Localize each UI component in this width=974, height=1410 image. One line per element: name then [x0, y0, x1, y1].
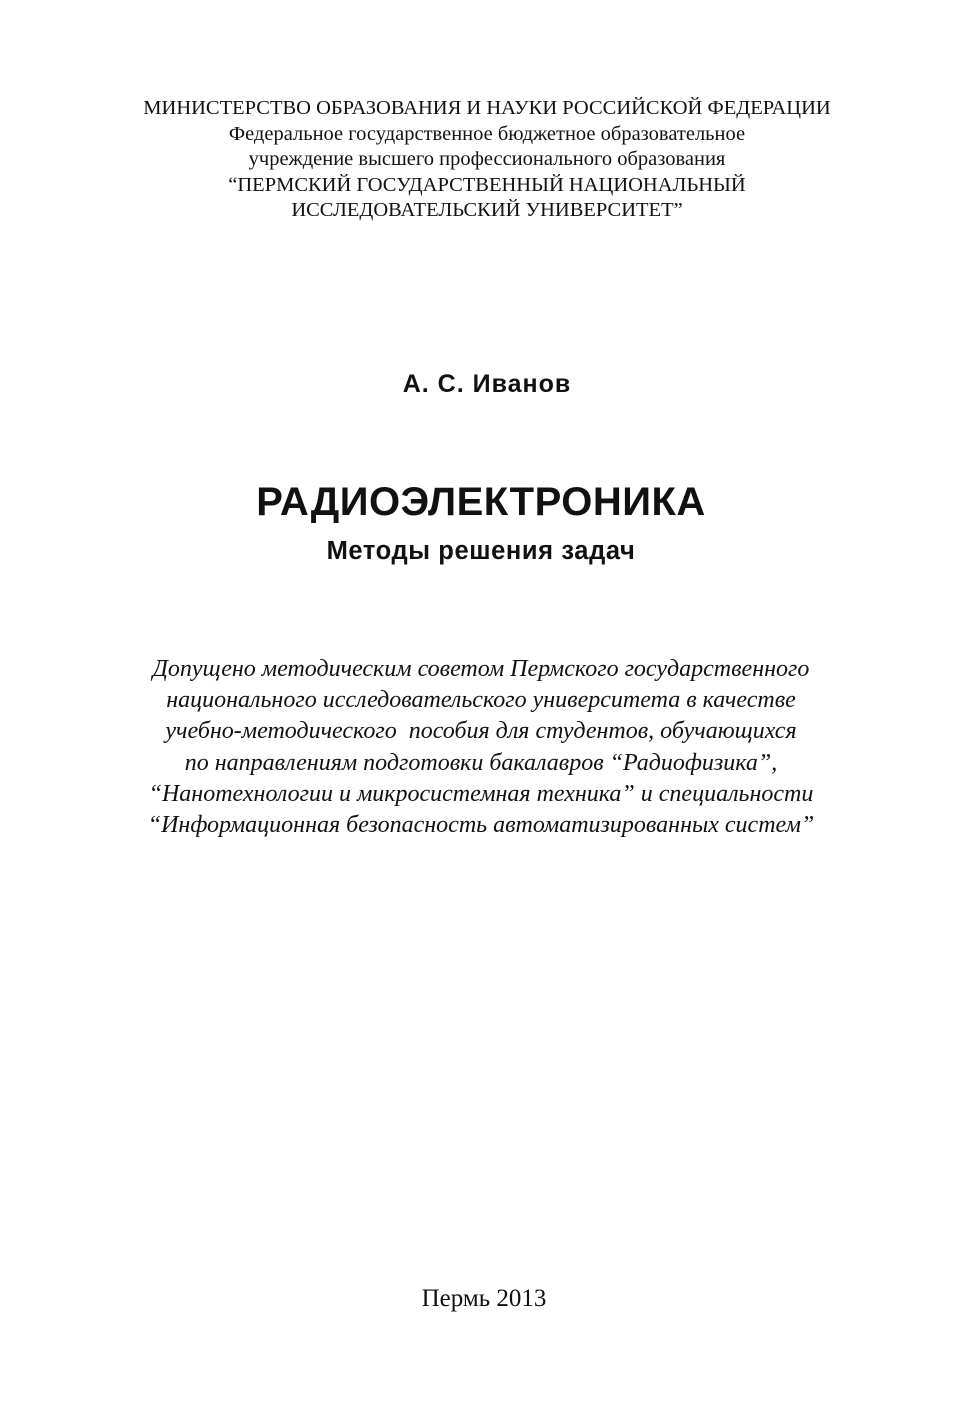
approval-line: “Информационная безопасность автоматизированных систем”: [147, 812, 815, 839]
approval-line: национального исследовательского университета в качестве: [166, 687, 796, 714]
university-name-line: “ПЕРМСКИЙ ГОСУДАРСТВЕННЫЙ НАЦИОНАЛЬНЫЙ: [228, 173, 746, 196]
ministry-line: МИНИСТЕРСТВО ОБРАЗОВАНИЯ И НАУКИ РОССИЙСКОЙ ФЕДЕРАЦИИ: [143, 97, 831, 119]
city-year: Пермь 2013: [421, 1285, 547, 1312]
ministry-header: [0, 96, 974, 224]
approval-line: “Нанотехнологии и микросистемная техника” и специальности: [148, 780, 814, 807]
institution-type-line: учреждение высшего профессионального образования: [248, 148, 726, 170]
approval-line: учебно-методического пособия для студентов, обучающихся: [165, 718, 797, 745]
university-name-line: ИССЛЕДОВАТЕЛЬСКИЙ УНИВЕРСИТЕТ”: [291, 199, 683, 221]
approval-line: по направлениям подготовки бакалавров “Радиофизика”,: [184, 749, 778, 776]
book-title: РАДИОЭЛЕКТРОНИКА: [256, 480, 706, 524]
author-name: А. С. Иванов: [402, 370, 572, 398]
book-subtitle: Методы решения задач: [326, 537, 636, 565]
approval-line: Допущено методическим советом Пермского государственного: [152, 656, 810, 682]
institution-type-line: Федеральное государственное бюджетное образовательное: [228, 122, 746, 145]
approval-statement: [0, 654, 962, 841]
